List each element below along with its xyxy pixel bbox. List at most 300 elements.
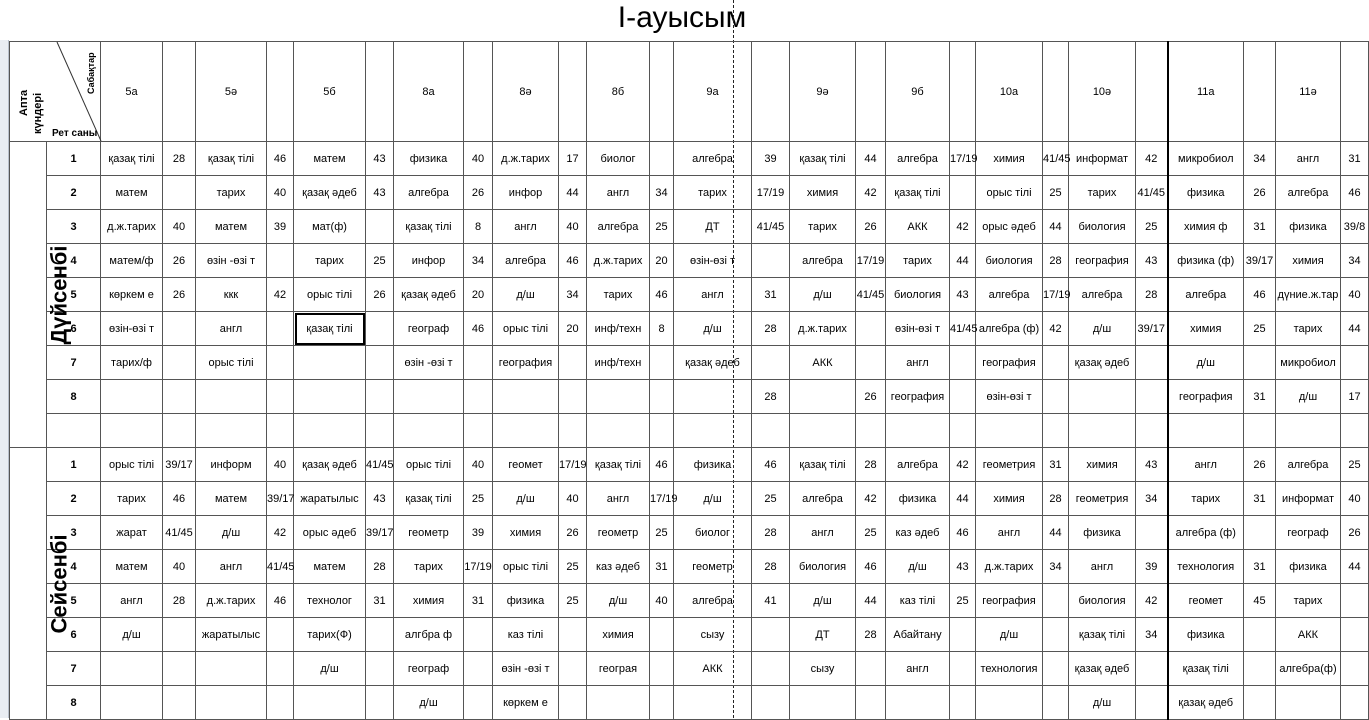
subject-cell[interactable]: англ [1168,448,1244,482]
room-cell[interactable]: 43 [1136,448,1168,482]
room-cell[interactable] [1244,516,1276,550]
subject-cell[interactable]: англ [674,278,752,312]
subject-cell[interactable]: алгебра [886,448,950,482]
subject-cell[interactable]: д.ж.тарих [493,142,559,176]
room-cell[interactable]: 44 [1341,312,1369,346]
room-cell[interactable]: 31 [1244,380,1276,414]
room-cell[interactable]: 25 [752,482,790,516]
subject-cell[interactable]: орыс әдеб [294,516,366,550]
subject-cell[interactable]: алгебра [674,584,752,618]
subject-cell[interactable]: геомет [1168,584,1244,618]
subject-cell[interactable] [1276,686,1341,720]
subject-cell[interactable]: жаратылыс [196,618,267,652]
room-cell[interactable]: 44 [1341,550,1369,584]
room-cell[interactable] [1341,618,1369,652]
subject-cell[interactable]: химия [587,618,650,652]
subject-cell[interactable]: ДТ [674,210,752,244]
subject-cell[interactable]: д/ш [493,482,559,516]
room-header[interactable] [1341,42,1369,142]
subject-cell[interactable]: өзін-өзі т [101,312,163,346]
room-cell[interactable] [464,380,493,414]
subject-cell[interactable]: тарих [587,278,650,312]
subject-cell[interactable]: өзін -өзі т [196,244,267,278]
room-cell[interactable]: 17/19 [1043,278,1069,312]
room-cell[interactable]: 26 [464,176,493,210]
subject-cell[interactable]: д/ш [674,482,752,516]
room-cell[interactable] [1341,686,1369,720]
room-cell[interactable]: 41/45 [950,312,976,346]
subject-cell[interactable]: химия [394,584,464,618]
room-header[interactable] [464,42,493,142]
subject-cell[interactable] [294,686,366,720]
subject-cell[interactable]: технология [976,652,1043,686]
subject-cell[interactable]: жарат [101,516,163,550]
subject-cell[interactable]: алгебра [886,142,950,176]
room-cell[interactable]: 41/45 [267,550,294,584]
room-cell[interactable] [1341,584,1369,618]
lesson-number[interactable]: 3 [47,210,101,244]
room-cell[interactable]: 25 [650,516,674,550]
subject-cell[interactable]: тарих(Ф) [294,618,366,652]
subject-cell[interactable] [101,652,163,686]
subject-cell[interactable]: д/ш [674,312,752,346]
subject-cell[interactable]: микробиол [1276,346,1341,380]
room-cell[interactable] [267,652,294,686]
room-cell[interactable] [267,346,294,380]
subject-cell[interactable]: көркем е [493,686,559,720]
room-cell[interactable] [1136,380,1168,414]
subject-cell[interactable]: технология [1168,550,1244,584]
subject-cell[interactable]: англ [1276,142,1341,176]
room-cell[interactable] [1136,652,1168,686]
subject-cell[interactable]: химия [1168,312,1244,346]
lesson-number[interactable]: 7 [47,652,101,686]
subject-cell[interactable]: матем/ф [101,244,163,278]
room-cell[interactable]: 25 [1341,448,1369,482]
room-cell[interactable]: 28 [752,550,790,584]
room-cell[interactable] [464,346,493,380]
subject-cell[interactable] [674,686,752,720]
room-cell[interactable] [267,244,294,278]
room-cell[interactable]: 39 [464,516,493,550]
room-cell[interactable]: 40 [650,584,674,618]
subject-cell[interactable]: технолог [294,584,366,618]
room-cell[interactable]: 8 [650,312,674,346]
subject-cell[interactable]: химия [493,516,559,550]
subject-cell[interactable]: АКК [886,210,950,244]
room-cell[interactable]: 46 [752,448,790,482]
subject-cell[interactable]: инфор [394,244,464,278]
subject-cell[interactable]: англ [493,210,559,244]
class-header[interactable]: 10ә [1069,42,1136,142]
room-cell[interactable] [1341,346,1369,380]
room-cell[interactable]: 28 [366,550,394,584]
room-cell[interactable]: 25 [559,550,587,584]
class-header[interactable]: 5б [294,42,366,142]
spacer-cell[interactable] [650,414,674,448]
room-cell[interactable]: 42 [1136,142,1168,176]
subject-cell[interactable]: көркем е [101,278,163,312]
room-cell[interactable]: 41/45 [366,448,394,482]
room-cell[interactable]: 39/17 [1136,312,1168,346]
room-cell[interactable]: 42 [950,210,976,244]
subject-cell[interactable]: қазақ тілі [294,312,366,346]
room-cell[interactable]: 40 [464,142,493,176]
room-cell[interactable] [267,312,294,346]
lesson-number[interactable]: 6 [47,618,101,652]
subject-cell[interactable]: тарих [886,244,950,278]
subject-cell[interactable]: қазақ тілі [1168,652,1244,686]
subject-cell[interactable]: қазақ тілі [394,482,464,516]
subject-cell[interactable]: тарих [196,176,267,210]
subject-cell[interactable]: алгебра(ф) [1276,652,1341,686]
subject-cell[interactable]: қазақ әдеб [294,448,366,482]
subject-cell[interactable]: англ [886,346,950,380]
class-header[interactable]: 11а [1168,42,1244,142]
subject-cell[interactable] [790,380,856,414]
subject-cell[interactable]: информат [1069,142,1136,176]
room-cell[interactable]: 28 [752,312,790,346]
subject-cell[interactable]: матем [101,550,163,584]
room-cell[interactable]: 17/19 [752,176,790,210]
lesson-number[interactable]: 1 [47,142,101,176]
room-cell[interactable] [650,652,674,686]
room-cell[interactable]: 42 [267,516,294,550]
room-cell[interactable]: 26 [1244,448,1276,482]
room-cell[interactable]: 26 [559,516,587,550]
room-cell[interactable] [950,686,976,720]
subject-cell[interactable]: АКК [674,652,752,686]
lesson-number[interactable]: 1 [47,448,101,482]
spacer-cell[interactable] [1244,414,1276,448]
room-header[interactable] [950,42,976,142]
subject-cell[interactable]: каз тілі [886,584,950,618]
spacer-cell[interactable] [1168,414,1244,448]
subject-cell[interactable]: д/ш [101,618,163,652]
spacer-cell[interactable] [196,414,267,448]
lesson-number[interactable]: 7 [47,346,101,380]
room-cell[interactable] [752,244,790,278]
subject-cell[interactable]: алгебра [493,244,559,278]
class-header[interactable]: 9ә [790,42,856,142]
lesson-number[interactable]: 3 [47,516,101,550]
room-cell[interactable]: 46 [856,550,886,584]
subject-cell[interactable]: қазақ тілі [394,210,464,244]
room-cell[interactable]: 40 [163,550,196,584]
subject-cell[interactable]: қазақ тілі [587,448,650,482]
subject-cell[interactable]: биолог [674,516,752,550]
room-cell[interactable]: 41/45 [163,516,196,550]
subject-cell[interactable]: қазақ тілі [101,142,163,176]
room-cell[interactable] [267,618,294,652]
room-cell[interactable]: 31 [464,584,493,618]
subject-cell[interactable]: өзін-өзі т [886,312,950,346]
subject-cell[interactable]: информат [1276,482,1341,516]
subject-cell[interactable]: д/ш [976,618,1043,652]
room-cell[interactable]: 34 [1341,244,1369,278]
subject-cell[interactable]: матем [294,550,366,584]
room-cell[interactable]: 39/8 [1341,210,1369,244]
subject-cell[interactable]: орыс тілі [493,550,559,584]
subject-cell[interactable]: биология [886,278,950,312]
subject-cell[interactable]: физика [1276,550,1341,584]
subject-cell[interactable]: д/ш [196,516,267,550]
class-header[interactable]: 5ә [196,42,267,142]
spacer-cell[interactable] [587,414,650,448]
subject-cell[interactable]: география [1168,380,1244,414]
subject-cell[interactable]: мат(ф) [294,210,366,244]
room-cell[interactable] [464,686,493,720]
subject-cell[interactable]: физика [394,142,464,176]
room-cell[interactable]: 46 [559,244,587,278]
subject-cell[interactable]: д/ш [790,584,856,618]
subject-cell[interactable]: англ [101,584,163,618]
room-cell[interactable] [267,686,294,720]
subject-cell[interactable]: микробиол [1168,142,1244,176]
room-cell[interactable] [1244,346,1276,380]
room-cell[interactable]: 42 [856,176,886,210]
subject-cell[interactable] [1069,380,1136,414]
room-cell[interactable]: 26 [163,278,196,312]
room-cell[interactable]: 46 [650,448,674,482]
room-cell[interactable] [163,686,196,720]
subject-cell[interactable]: сызу [790,652,856,686]
lesson-number[interactable]: 4 [47,244,101,278]
subject-cell[interactable]: географ [1276,516,1341,550]
subject-cell[interactable]: химия ф [1168,210,1244,244]
room-cell[interactable]: 8 [464,210,493,244]
subject-cell[interactable]: ккк [196,278,267,312]
room-cell[interactable]: 44 [856,584,886,618]
room-cell[interactable] [464,652,493,686]
subject-cell[interactable]: географ [394,652,464,686]
subject-cell[interactable]: геометрия [1069,482,1136,516]
spacer-cell[interactable] [366,414,394,448]
room-cell[interactable] [366,686,394,720]
subject-cell[interactable]: физика [886,482,950,516]
subject-cell[interactable]: инфор [493,176,559,210]
room-cell[interactable] [559,380,587,414]
subject-cell[interactable] [976,686,1043,720]
lesson-number[interactable]: 2 [47,482,101,516]
room-cell[interactable]: 28 [163,584,196,618]
room-header[interactable] [1043,42,1069,142]
room-cell[interactable] [1244,686,1276,720]
room-cell[interactable]: 43 [950,278,976,312]
subject-cell[interactable]: каз тілі [493,618,559,652]
spacer-cell[interactable] [886,414,950,448]
room-cell[interactable]: 17/19 [464,550,493,584]
subject-cell[interactable]: инф/техн [587,312,650,346]
subject-cell[interactable]: орыс тілі [493,312,559,346]
subject-cell[interactable]: география [1069,244,1136,278]
spacer-cell[interactable] [674,414,752,448]
room-cell[interactable]: 25 [856,516,886,550]
subject-cell[interactable] [587,686,650,720]
subject-cell[interactable]: тарих [1069,176,1136,210]
class-header[interactable]: 9а [674,42,752,142]
room-cell[interactable]: 25 [950,584,976,618]
subject-cell[interactable]: англ [886,652,950,686]
room-header[interactable] [366,42,394,142]
class-header[interactable]: 11ә [1276,42,1341,142]
subject-cell[interactable]: орыс тілі [196,346,267,380]
room-cell[interactable]: 43 [950,550,976,584]
room-cell[interactable] [752,346,790,380]
spacer-cell[interactable] [464,414,493,448]
room-cell[interactable]: 40 [559,210,587,244]
lesson-number[interactable]: 4 [47,550,101,584]
room-cell[interactable] [1136,346,1168,380]
room-cell[interactable]: 41/45 [856,278,886,312]
lesson-number[interactable]: 5 [47,584,101,618]
room-cell[interactable] [559,618,587,652]
subject-cell[interactable]: алгебра [1069,278,1136,312]
subject-cell[interactable]: ДТ [790,618,856,652]
room-cell[interactable]: 25 [1244,312,1276,346]
room-header[interactable] [163,42,196,142]
subject-cell[interactable]: тарих [1276,312,1341,346]
subject-cell[interactable]: тарих [101,482,163,516]
room-cell[interactable]: 28 [1043,482,1069,516]
subject-cell[interactable] [101,686,163,720]
room-cell[interactable]: 34 [559,278,587,312]
room-cell[interactable]: 28 [1043,244,1069,278]
subject-cell[interactable]: каз әдеб [886,516,950,550]
subject-cell[interactable]: инф/техн [587,346,650,380]
room-cell[interactable] [856,346,886,380]
room-cell[interactable]: 31 [366,584,394,618]
subject-cell[interactable] [196,380,267,414]
room-cell[interactable]: 31 [650,550,674,584]
subject-cell[interactable]: биология [790,550,856,584]
room-header[interactable] [1136,42,1168,142]
subject-cell[interactable] [790,686,856,720]
room-cell[interactable]: 39/17 [1244,244,1276,278]
lesson-number[interactable]: 2 [47,176,101,210]
subject-cell[interactable] [196,686,267,720]
room-cell[interactable]: 26 [366,278,394,312]
room-cell[interactable] [559,652,587,686]
room-cell[interactable] [856,686,886,720]
subject-cell[interactable]: өзін -өзі т [493,652,559,686]
room-cell[interactable]: 43 [1136,244,1168,278]
room-cell[interactable] [366,380,394,414]
subject-cell[interactable]: алгбра ф [394,618,464,652]
subject-cell[interactable]: матем [101,176,163,210]
room-cell[interactable]: 39/17 [366,516,394,550]
subject-cell[interactable]: геограя [587,652,650,686]
subject-cell[interactable]: тарих [1168,482,1244,516]
room-cell[interactable] [1043,618,1069,652]
room-cell[interactable] [366,652,394,686]
subject-cell[interactable] [294,346,366,380]
subject-cell[interactable]: англ [976,516,1043,550]
subject-cell[interactable]: алгебра [587,210,650,244]
room-cell[interactable]: 43 [366,176,394,210]
subject-cell[interactable]: география [493,346,559,380]
subject-cell[interactable]: д/ш [294,652,366,686]
subject-cell[interactable]: алгебра [790,244,856,278]
room-cell[interactable]: 42 [856,482,886,516]
room-cell[interactable] [163,652,196,686]
room-cell[interactable]: 17/19 [856,244,886,278]
subject-cell[interactable] [196,652,267,686]
subject-cell[interactable]: тарих [674,176,752,210]
room-cell[interactable] [650,618,674,652]
room-cell[interactable]: 42 [1136,584,1168,618]
class-header[interactable]: 10а [976,42,1043,142]
subject-cell[interactable]: қазақ тілі [196,142,267,176]
subject-cell[interactable]: географ [394,312,464,346]
room-cell[interactable]: 44 [856,142,886,176]
subject-cell[interactable]: д.ж.тарих [101,210,163,244]
subject-cell[interactable]: биология [1069,584,1136,618]
subject-cell[interactable]: матем [196,210,267,244]
room-cell[interactable]: 46 [1244,278,1276,312]
subject-cell[interactable]: өзін-өзі т [976,380,1043,414]
room-cell[interactable]: 46 [464,312,493,346]
room-cell[interactable] [650,686,674,720]
room-cell[interactable] [163,380,196,414]
subject-cell[interactable]: АКК [1276,618,1341,652]
subject-cell[interactable]: жаратылыс [294,482,366,516]
subject-cell[interactable]: қазақ тілі [790,142,856,176]
room-cell[interactable]: 25 [559,584,587,618]
subject-cell[interactable]: география [976,346,1043,380]
room-cell[interactable]: 45 [1244,584,1276,618]
room-header[interactable] [650,42,674,142]
room-cell[interactable] [163,618,196,652]
room-cell[interactable]: 41 [752,584,790,618]
room-cell[interactable]: 40 [267,448,294,482]
subject-cell[interactable]: орыс тілі [394,448,464,482]
room-cell[interactable] [1136,686,1168,720]
room-cell[interactable]: 31 [1043,448,1069,482]
subject-cell[interactable]: геометр [674,550,752,584]
room-cell[interactable] [163,312,196,346]
room-cell[interactable]: 17/19 [950,142,976,176]
spacer-cell[interactable] [1341,414,1369,448]
room-header[interactable] [752,42,790,142]
room-cell[interactable]: 25 [1043,176,1069,210]
subject-cell[interactable] [394,380,464,414]
room-cell[interactable] [1043,652,1069,686]
spacer-cell[interactable] [47,414,101,448]
room-cell[interactable]: 44 [950,244,976,278]
room-cell[interactable]: 40 [1341,278,1369,312]
subject-cell[interactable]: қазақ тілі [1069,618,1136,652]
subject-cell[interactable]: биолог [587,142,650,176]
room-cell[interactable] [1043,346,1069,380]
room-cell[interactable] [366,210,394,244]
subject-cell[interactable]: алгебра [674,142,752,176]
spacer-cell[interactable] [790,414,856,448]
subject-cell[interactable]: орыс әдеб [976,210,1043,244]
room-cell[interactable]: 34 [1136,618,1168,652]
subject-cell[interactable]: геометр [587,516,650,550]
room-cell[interactable] [163,346,196,380]
room-cell[interactable]: 25 [1136,210,1168,244]
subject-cell[interactable]: тарих [294,244,366,278]
subject-cell[interactable]: география [886,380,950,414]
subject-cell[interactable]: англ [790,516,856,550]
subject-cell[interactable]: химия [790,176,856,210]
subject-cell[interactable]: қазақ тілі [790,448,856,482]
subject-cell[interactable]: д.ж.тарих [587,244,650,278]
room-cell[interactable]: 44 [950,482,976,516]
room-cell[interactable]: 46 [163,482,196,516]
